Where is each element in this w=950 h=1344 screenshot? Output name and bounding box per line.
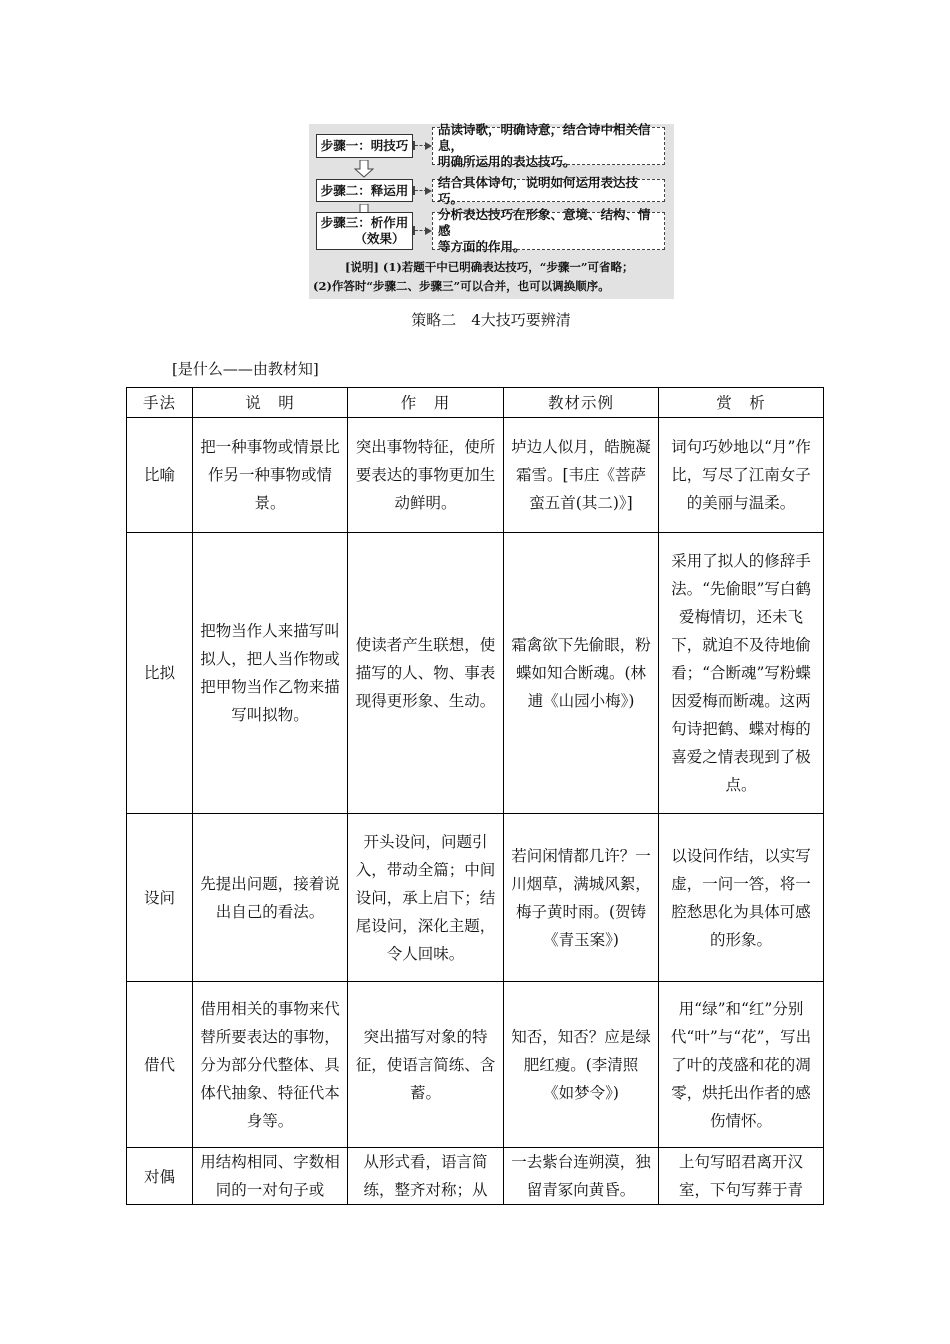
step-two-desc-line: 结合具体诗句，说明如何运用表达技巧。 [438, 174, 639, 206]
effect-cell: 突出描写对象的特征，使语言简练、含蓄。 [348, 982, 504, 1148]
diagram-note-line: [说明] (1)若题干中已明确表达技巧，“步骤一”可省略； [345, 260, 634, 274]
example-cell: 若问闲情都几许？一川烟草，满城风絮，梅子黄时雨。(贺铸《青玉案》) [504, 814, 659, 982]
method-steps-diagram [309, 124, 674, 299]
header-analysis: 赏 析 [659, 388, 824, 418]
table-row [127, 533, 824, 814]
analysis-cell: 词句巧妙地以“月”作比，写尽了江南女子的美丽与温柔。 [659, 418, 824, 533]
techniques-table [126, 387, 824, 1205]
step-three-label: 步骤三：析作用 [320, 215, 409, 230]
strategy-caption: 策略二 4大技巧要辨清 [411, 311, 571, 329]
step-one-desc [432, 122, 665, 169]
step-two-desc [432, 174, 665, 206]
header-technique: 手法 [127, 388, 193, 418]
table-row [127, 982, 824, 1148]
step-one-label: 步骤一：明技巧 [320, 138, 409, 153]
header-example: 教材示例 [504, 388, 659, 418]
arrow-right-icon [413, 226, 432, 235]
arrow-down-icon [354, 160, 374, 178]
table-header-row [127, 388, 824, 418]
explanation-cell: 把一种事物或情景比作另一种事物或情景。 [193, 418, 348, 533]
step-three-box [316, 212, 413, 250]
step-three-desc-line: 分析表达技巧在形象、意境、结构、情感 [438, 207, 651, 238]
explanation-cell: 先提出问题，接着说出自己的看法。 [193, 814, 348, 982]
table-row [127, 418, 824, 533]
arrow-right-icon [413, 141, 432, 150]
step-one-desc-line: 明确所运用的表达技巧。 [438, 154, 576, 169]
step-two-label: 步骤二：释运用 [320, 182, 409, 198]
technique-cell: 借代 [127, 982, 193, 1148]
step-three-label-effect: （效果） [354, 231, 405, 246]
analysis-cell: 以设问作结，以实写虚，一问一答，将一腔愁思化为具体可感的形象。 [659, 814, 824, 982]
analysis-cell: 采用了拟人的修辞手法。“先偷眼”写白鹤爱梅情切，还未飞下，就迫不及待地偷看；“合断魂”写粉蝶因爱梅而断魂。这两句诗把鹤、蝶对梅的喜爱之情表现到了极点。 [659, 533, 824, 814]
header-effect: 作 用 [348, 388, 504, 418]
example-cell: 霜禽欲下先偷眼，粉蝶如知合断魂。(林逋《山园小梅》) [504, 533, 659, 814]
technique-cell: 比拟 [127, 533, 193, 814]
technique-cell: 对偶 [127, 1148, 193, 1205]
effect-cell: 突出事物特征，使所要表达的事物更加生动鲜明。 [348, 418, 504, 533]
step-one-box [316, 134, 413, 158]
diagram-note-line: (2)作答时“步骤二、步骤三”可以合并，也可以调换顺序。 [313, 279, 610, 293]
example-cell: 一去紫台连朔漠，独留青冢向黄昏。 [504, 1148, 659, 1205]
technique-cell: 比喻 [127, 418, 193, 533]
analysis-cell: 上句写昭君离开汉室，下句写葬于青 [659, 1148, 824, 1205]
step-two-box [316, 179, 413, 202]
effect-cell: 使读者产生联想，使描写的人、物、事表现得更形象、生动。 [348, 533, 504, 814]
effect-cell: 从形式看，语言简练，整齐对称；从 [348, 1148, 504, 1205]
example-cell: 知否，知否？应是绿肥红瘦。(李清照《如梦令》) [504, 982, 659, 1148]
arrow-right-icon [413, 186, 432, 195]
explanation-cell: 把物当作人来描写叫拟人，把人当作物或把甲物当作乙物来描写叫拟物。 [193, 533, 348, 814]
example-cell: 垆边人似月，皓腕凝霜雪。[韦庄《菩萨蛮五首(其二)》] [504, 418, 659, 533]
table-row [127, 814, 824, 982]
step-one-desc-line: 品读诗歌，明确诗意，结合诗中相关信息， [438, 122, 651, 153]
analysis-cell: 用“绿”和“红”分别代“叶”与“花”，写出了叶的茂盛和花的凋零，烘托出作者的感伤情怀。 [659, 982, 824, 1148]
explanation-cell: 借用相关的事物来代替所要表达的事物，分为部分代整体、具体代抽象、特征代本身等。 [193, 982, 348, 1148]
section-label: [是什么——由教材知] [172, 360, 319, 378]
table-row [127, 1148, 824, 1205]
technique-cell: 设问 [127, 814, 193, 982]
effect-cell: 开头设问，问题引入，带动全篇；中间设问，承上启下；结尾设问，深化主题，令人回味。 [348, 814, 504, 982]
explanation-cell: 用结构相同、字数相同的一对句子或 [193, 1148, 348, 1205]
header-explanation: 说 明 [193, 388, 348, 418]
step-three-desc [432, 207, 665, 254]
step-three-desc-line: 等方面的作用。 [438, 239, 526, 254]
